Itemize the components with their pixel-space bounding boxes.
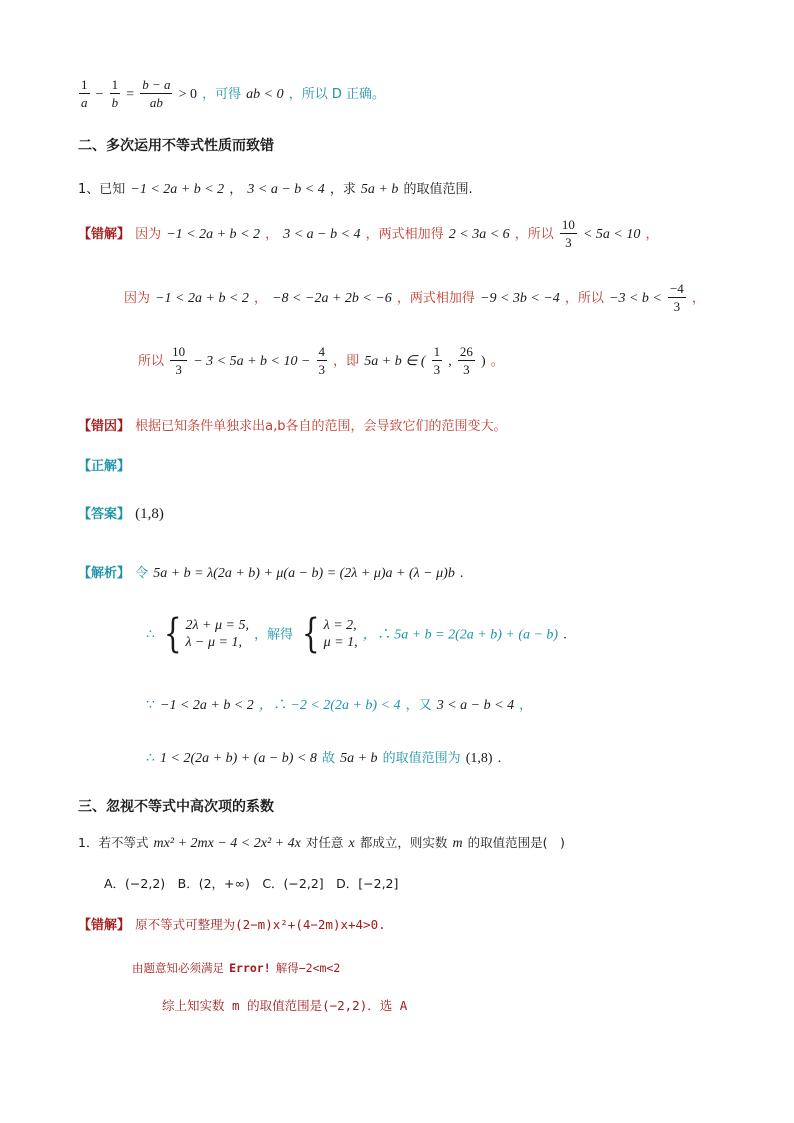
section-2-heading: 二、多次运用不等式性质而致错 xyxy=(78,138,274,154)
analysis-line-1: 【解析】 令 5a + b = λ(2a + b) + μ(a − b) = (2λ + μ)a + (λ − μ)b . xyxy=(78,566,464,581)
wrong-solution-2-tag: 【错解】 xyxy=(78,918,131,933)
error-cause-tag: 【错因】 xyxy=(78,419,131,434)
answer-value: (1,8) xyxy=(135,506,164,522)
fraction-10-over-3: $\frac{10}{3}$ xyxy=(172,344,186,377)
fraction-4-over-3: $\frac{4}{3}$ xyxy=(318,344,326,377)
fraction-1-over-3: $\frac{1}{3}$ xyxy=(433,344,441,377)
correct-solution-tag: 【正解】 xyxy=(78,459,131,474)
problem-2-options: A．(−2,2) B．(2，+∞) C．(−2,2] D．[−2,2] xyxy=(104,876,399,891)
fraction-minus4-over-3: $\frac{-4}{3}$ xyxy=(669,281,684,314)
wrong-solution-line-2: 因为 −1 < 2a + b < 2 ， −8 < −2a + 2b < −6 ，两式相加得 −9 < 3b < −4 ，所以 −3 < b < $\frac{-4}{3}$ ， xyxy=(124,281,705,314)
wrong-solution-line-1: 【错解】 因为 −1 < 2a + b < 2 ， 3 < a − b < 4 ，两式相加得 2 < 3a < 6 ，所以 $\frac{10}{3}$ < 5a < 10 ， xyxy=(78,217,659,250)
problem-2-statement: 1．若不等式 mx² + 2mx − 4 < 2x² + 4x 对任意 x 都成立，则实数 m 的取值范围是( ) xyxy=(78,835,565,851)
analysis-line-3: ∵ −1 < 2a + b < 2 ，∴ −2 < 2(2a + b) < 4 ，又 3 < a − b < 4 ， xyxy=(146,698,533,713)
line-ab-conclusion: $\frac{1}{a}$ − $\frac{1}{b}$ = $\frac{b - a}{ab}$ > 0 ，可得 ab < 0 ，所以 D 正确。 xyxy=(81,77,385,110)
section-3-heading: 三、忽视不等式中高次项的系数 xyxy=(78,799,274,815)
equation-system-2: { λ = 2, μ = 1, xyxy=(301,611,358,657)
wrong-solution-2-line-3: 综上知实数 m 的取值范围是(−2,2)．选 A xyxy=(162,998,408,1013)
wrong-solution-2-line-1: 【错解】 原不等式可整理为(2−m)x²+(4−2m)x+4>0. xyxy=(78,917,386,933)
wrong-solution-line-3: 所以 $\frac{10}{3}$ − 3 < 5a + b < 10 − $\frac{4}{3}$ ，即 5a + b ∈ ( $\frac{1}{3}$ , $\frac{26}{3}$ ) 。 xyxy=(138,344,504,377)
problem-1-statement: 1、已知 −1 < 2a + b < 2 ， 3 < a − b < 4 ，求 5a + b 的取值范围. xyxy=(78,182,473,197)
equation-system-1: { 2λ + μ = 5, λ − μ = 1, xyxy=(163,611,249,657)
analysis-tag: 【解析】 xyxy=(78,566,131,581)
answer-tag: 【答案】 xyxy=(78,507,131,522)
error-cause: 【错因】 根据已知条件单独求出a,b各自的范围，会导致它们的范围变大。 xyxy=(78,419,507,434)
error-placeholder: Error! xyxy=(229,961,271,975)
fraction-1-over-a: $\frac{1}{a}$ xyxy=(81,77,88,110)
wrong-solution-2-line-2: 由题意知必须满足 Error! 解得−2<m<2 xyxy=(132,961,341,975)
fraction-10-over-3: $\frac{10}{3}$ xyxy=(561,217,575,250)
answer-line xyxy=(78,503,164,523)
analysis-line-4: ∴ 1 < 2(2a + b) + (a − b) < 8 故 5a + b 的取值范围为 (1,8) . xyxy=(146,751,502,766)
fraction-26-over-3: $\frac{26}{3}$ xyxy=(459,344,473,377)
analysis-equation-system: ∴ { 2λ + μ = 5, λ − μ = 1, ，解得 { λ = 2, μ = 1, ，∴ 5a + b = 2(2a + b) + (a − b) . xyxy=(146,611,567,657)
fraction-b-minus-a-over-ab: $\frac{b - a}{ab}$ xyxy=(142,77,171,110)
wrong-solution-tag: 【错解】 xyxy=(78,227,131,242)
fraction-1-over-b: $\frac{1}{b}$ xyxy=(111,77,119,110)
